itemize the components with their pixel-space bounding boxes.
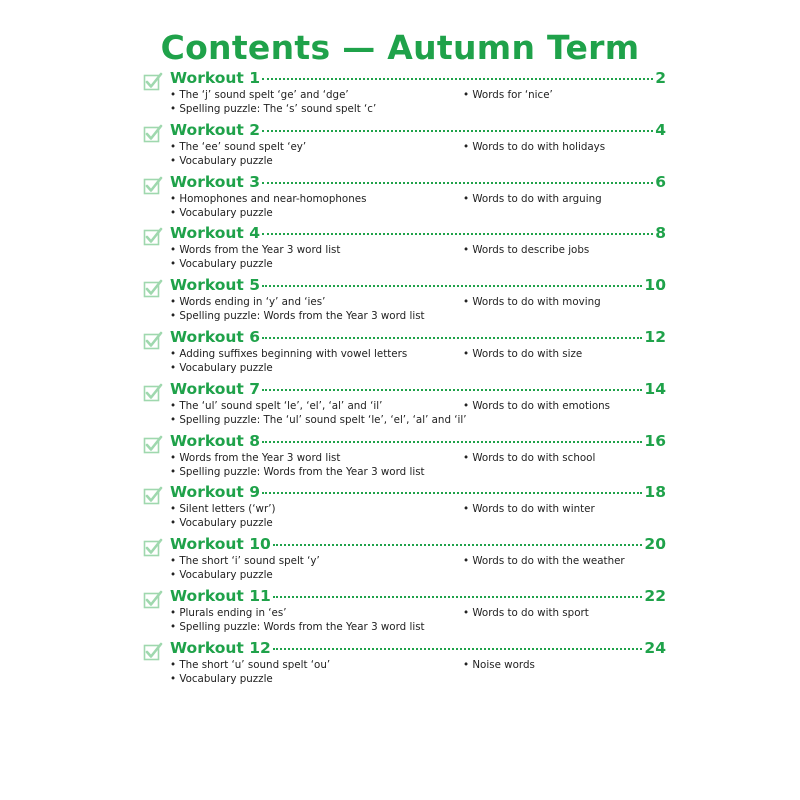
vocab-topic: • Words to do with the weather	[463, 555, 625, 568]
vocab-topic: • Words to do with moving	[463, 296, 601, 309]
topic-list	[170, 554, 470, 582]
topic-list	[170, 243, 470, 271]
vocab-topic: • Words to do with holidays	[463, 140, 606, 153]
topic-item: • Silent letters (‘wr’)	[170, 503, 276, 516]
page-number[interactable]: 18	[644, 483, 666, 502]
page-number[interactable]: 24	[644, 638, 666, 657]
topic-list	[170, 140, 470, 168]
workout-title[interactable]: Workout 9	[170, 483, 261, 502]
topic-item: • Vocabulary puzzle	[170, 361, 273, 374]
dot-leader	[262, 441, 642, 443]
workout-entry[interactable]	[143, 275, 666, 327]
check-box-icon	[143, 227, 163, 247]
topic-list	[170, 347, 470, 375]
workout-entry[interactable]	[143, 379, 666, 431]
topic-item: • Vocabulary puzzle	[170, 672, 273, 685]
workout-entry[interactable]	[143, 172, 666, 224]
page-number[interactable]: 4	[655, 120, 666, 139]
workout-entry[interactable]	[143, 431, 666, 483]
workout-title[interactable]: Workout 6	[170, 327, 261, 346]
workout-entry[interactable]	[143, 586, 666, 638]
dot-leader	[273, 544, 643, 546]
topic-list	[170, 451, 470, 479]
workout-entry[interactable]	[143, 638, 666, 690]
workout-entry[interactable]	[143, 327, 666, 379]
workout-title[interactable]: Workout 4	[170, 224, 261, 243]
dot-leader	[262, 285, 642, 287]
vocab-topic: • Words to do with size	[463, 347, 583, 360]
page-number[interactable]: 6	[655, 172, 666, 191]
topic-item: • Vocabulary puzzle	[170, 569, 273, 582]
workout-title[interactable]: Workout 5	[170, 276, 261, 295]
topic-item: • Vocabulary puzzle	[170, 517, 273, 530]
dot-leader	[262, 233, 653, 235]
topic-item: • Words ending in ‘y’ and ‘ies’	[170, 296, 326, 309]
page-number[interactable]: 16	[644, 431, 666, 450]
topic-item: • Words from the Year 3 word list	[170, 244, 341, 257]
vocab-topic: • Words for ‘nice’	[463, 89, 553, 101]
workout-title[interactable]: Workout 3	[170, 172, 261, 191]
page-number[interactable]: 22	[644, 586, 666, 605]
topic-item: • Words from the Year 3 word list	[170, 451, 341, 464]
dot-leader	[262, 130, 653, 132]
topic-item: • The ‘j’ sound spelt ‘ge’ and ‘dge’	[170, 89, 349, 101]
dot-leader	[262, 337, 642, 339]
workout-title[interactable]: Workout 1	[170, 69, 261, 87]
check-box-icon	[143, 72, 163, 92]
topic-list	[170, 502, 470, 530]
topic-list	[170, 399, 470, 427]
dot-leader	[273, 596, 643, 598]
workout-title[interactable]: Workout 12	[170, 638, 271, 657]
vocab-topic: • Words to do with emotions	[463, 399, 611, 412]
workout-entry[interactable]	[143, 482, 666, 534]
topic-item: • Plurals ending in ‘es’	[170, 606, 287, 619]
workout-list	[143, 68, 666, 690]
workout-title[interactable]: Workout 11	[170, 586, 271, 605]
page-number[interactable]: 12	[644, 327, 666, 346]
check-box-icon	[143, 538, 163, 558]
workout-title[interactable]: Workout 8	[170, 431, 261, 450]
check-box-icon	[143, 124, 163, 144]
check-box-icon	[143, 279, 163, 299]
check-box-icon	[143, 331, 163, 351]
workout-title[interactable]: Workout 10	[170, 535, 271, 554]
topic-list	[170, 606, 470, 634]
topic-item: • Spelling puzzle: Words from the Year 3 word list	[170, 310, 425, 323]
dot-leader	[262, 492, 642, 494]
check-box-icon	[143, 383, 163, 403]
page-number[interactable]: 10	[644, 276, 666, 295]
topic-list	[170, 658, 470, 686]
dot-leader	[273, 648, 643, 650]
dot-leader	[262, 78, 653, 80]
topic-item: • Homophones and near-homophones	[170, 192, 367, 205]
topic-item: • Spelling puzzle: Words from the Year 3 word list	[170, 620, 425, 633]
dot-leader	[262, 182, 653, 184]
vocab-topic: • Noise words	[463, 658, 535, 671]
topic-item: • The short ‘u’ sound spelt ‘ou’	[170, 658, 331, 671]
workout-entry[interactable]	[143, 120, 666, 172]
page-number[interactable]: 14	[644, 379, 666, 398]
workout-title[interactable]: Workout 2	[170, 120, 261, 139]
topic-list	[170, 192, 470, 220]
vocab-topic: • Words to do with school	[463, 451, 596, 464]
check-box-icon	[143, 176, 163, 196]
workout-entry[interactable]	[143, 68, 666, 120]
check-box-icon	[143, 590, 163, 610]
topic-item: • Vocabulary puzzle	[170, 206, 273, 219]
topic-item: • Spelling puzzle: Words from the Year 3 word list	[170, 465, 425, 478]
page-number[interactable]: 8	[655, 224, 666, 243]
vocab-topic: • Words to do with sport	[463, 606, 589, 619]
topic-item: • Spelling puzzle: The ‘ul’ sound spelt ‘le’, ‘el’, ‘al’ and ‘il’	[170, 413, 467, 426]
topic-item: • The ‘ul’ sound spelt ‘le’, ‘el’, ‘al’ and ‘il’	[170, 399, 383, 412]
topic-item: • Vocabulary puzzle	[170, 258, 273, 271]
topic-item: • Vocabulary puzzle	[170, 154, 273, 167]
workout-entry[interactable]	[143, 534, 666, 586]
vocab-topic: • Words to describe jobs	[463, 244, 590, 257]
check-box-icon	[143, 435, 163, 455]
page-number[interactable]: 20	[644, 535, 666, 554]
topic-item: • The short ‘i’ sound spelt ‘y’	[170, 555, 320, 568]
dot-leader	[262, 389, 642, 391]
check-box-icon	[143, 486, 163, 506]
topic-list	[170, 295, 470, 323]
topic-item: • Adding suffixes beginning with vowel letters	[170, 347, 408, 360]
workout-entry[interactable]	[143, 223, 666, 275]
vocab-topic: • Words to do with winter	[463, 503, 595, 516]
topic-list	[170, 88, 470, 116]
topic-item: • Spelling puzzle: The ‘s’ sound spelt ‘c’	[170, 103, 377, 115]
page-title: Contents — Autumn Term	[160, 28, 640, 67]
workout-title[interactable]: Workout 7	[170, 379, 261, 398]
check-box-icon	[143, 642, 163, 662]
page-number[interactable]: 2	[655, 69, 666, 87]
topic-item: • The ‘ee’ sound spelt ‘ey’	[170, 140, 307, 153]
vocab-topic: • Words to do with arguing	[463, 192, 602, 205]
